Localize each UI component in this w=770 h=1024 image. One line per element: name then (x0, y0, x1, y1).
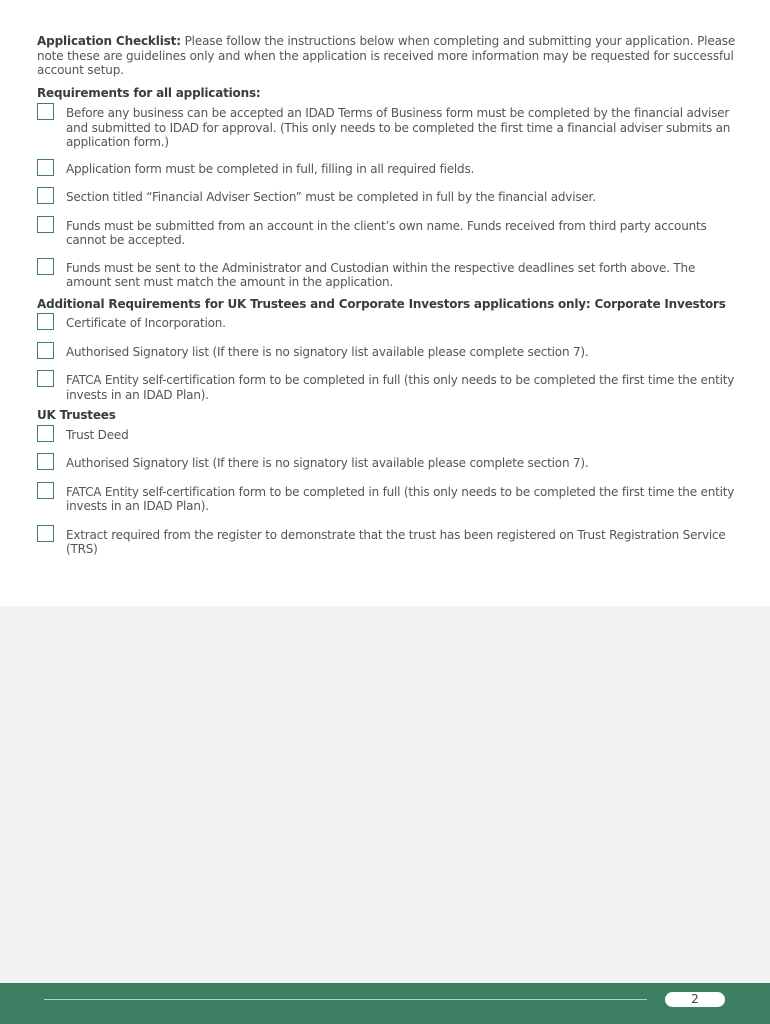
checklist-item (37, 162, 737, 177)
checklist-item (37, 528, 737, 557)
checklist-item-text: Funds must be submitted from an account in the client’s own name. Funds received from third party accounts cannot be accepted. (66, 218, 707, 247)
checkbox[interactable] (37, 482, 54, 499)
intro-text: Please follow the instructions below when completing and submitting your application. Please note these are guidelines only and when the application is received more information may be requested for successful account setup. (37, 34, 736, 77)
intro-paragraph (37, 34, 737, 78)
checklist-item (37, 373, 737, 402)
page-footer (0, 983, 770, 1024)
checkbox[interactable] (37, 258, 54, 275)
section-heading-uk-trustees: UK Trustees (37, 408, 116, 422)
section-heading-corporate: Additional Requirements for UK Trustees and Corporate Investors applications only: Corporate Investors (37, 296, 726, 311)
checklist-item-text: Authorised Signatory list (If there is no signatory list available please complete section 7). (66, 344, 589, 359)
checklist-item-text: Certificate of Incorporation. (66, 316, 226, 330)
checkbox[interactable] (37, 216, 54, 233)
checklist-item (37, 106, 737, 150)
checkbox[interactable] (37, 342, 54, 359)
checklist-item (37, 345, 737, 360)
checklist-item-text: Trust Deed (66, 427, 129, 442)
checklist-content (37, 34, 737, 557)
page-number: 2 (665, 992, 725, 1007)
checkbox[interactable] (37, 313, 54, 330)
checklist-item (37, 456, 737, 471)
checkbox[interactable] (37, 187, 54, 204)
checklist-item (37, 485, 737, 514)
checklist-item-text: Extract required from the register to demonstrate that the trust has been registered on Trust Registration Service (TRS) (66, 527, 726, 556)
checkbox[interactable] (37, 370, 54, 387)
checklist-item (37, 428, 737, 443)
checkbox[interactable] (37, 103, 54, 120)
section-heading-all: Requirements for all applications: (37, 85, 261, 100)
checklist-item-text: Section titled “Financial Adviser Section” must be completed in full by the financial adviser. (66, 190, 596, 204)
checklist-item-text: Application form must be completed in full, filling in all required fields. (66, 161, 475, 176)
checklist-item (37, 219, 737, 248)
checklist-item (37, 190, 737, 205)
checkbox[interactable] (37, 453, 54, 470)
intro-title: Application Checklist: (37, 34, 181, 48)
footer-divider (44, 999, 647, 1000)
checklist-item (37, 316, 737, 331)
checklist-item-text: Funds must be sent to the Administrator and Custodian within the respective deadlines set forth above. The amount sent must match the amount in the application. (66, 260, 696, 289)
checklist-item-text: FATCA Entity self-certification form to be completed in full (this only needs to be completed the first time the entity invests in an IDAD Plan). (66, 373, 735, 402)
checkbox[interactable] (37, 525, 54, 542)
checkbox[interactable] (37, 425, 54, 442)
checkbox[interactable] (37, 159, 54, 176)
checklist-item-text: Before any business can be accepted an IDAD Terms of Business form must be completed by the financial adviser and submitted to IDAD for approval. (This only needs to be completed the first time a financial adviser submits an application form.) (66, 106, 731, 149)
checklist-item-text: Authorised Signatory list (If there is no signatory list available please complete section 7). (66, 456, 589, 470)
checklist-item-text: FATCA Entity self-certification form to be completed in full (this only needs to be completed the first time the entity invests in an IDAD Plan). (66, 484, 735, 513)
checklist-item (37, 261, 737, 290)
